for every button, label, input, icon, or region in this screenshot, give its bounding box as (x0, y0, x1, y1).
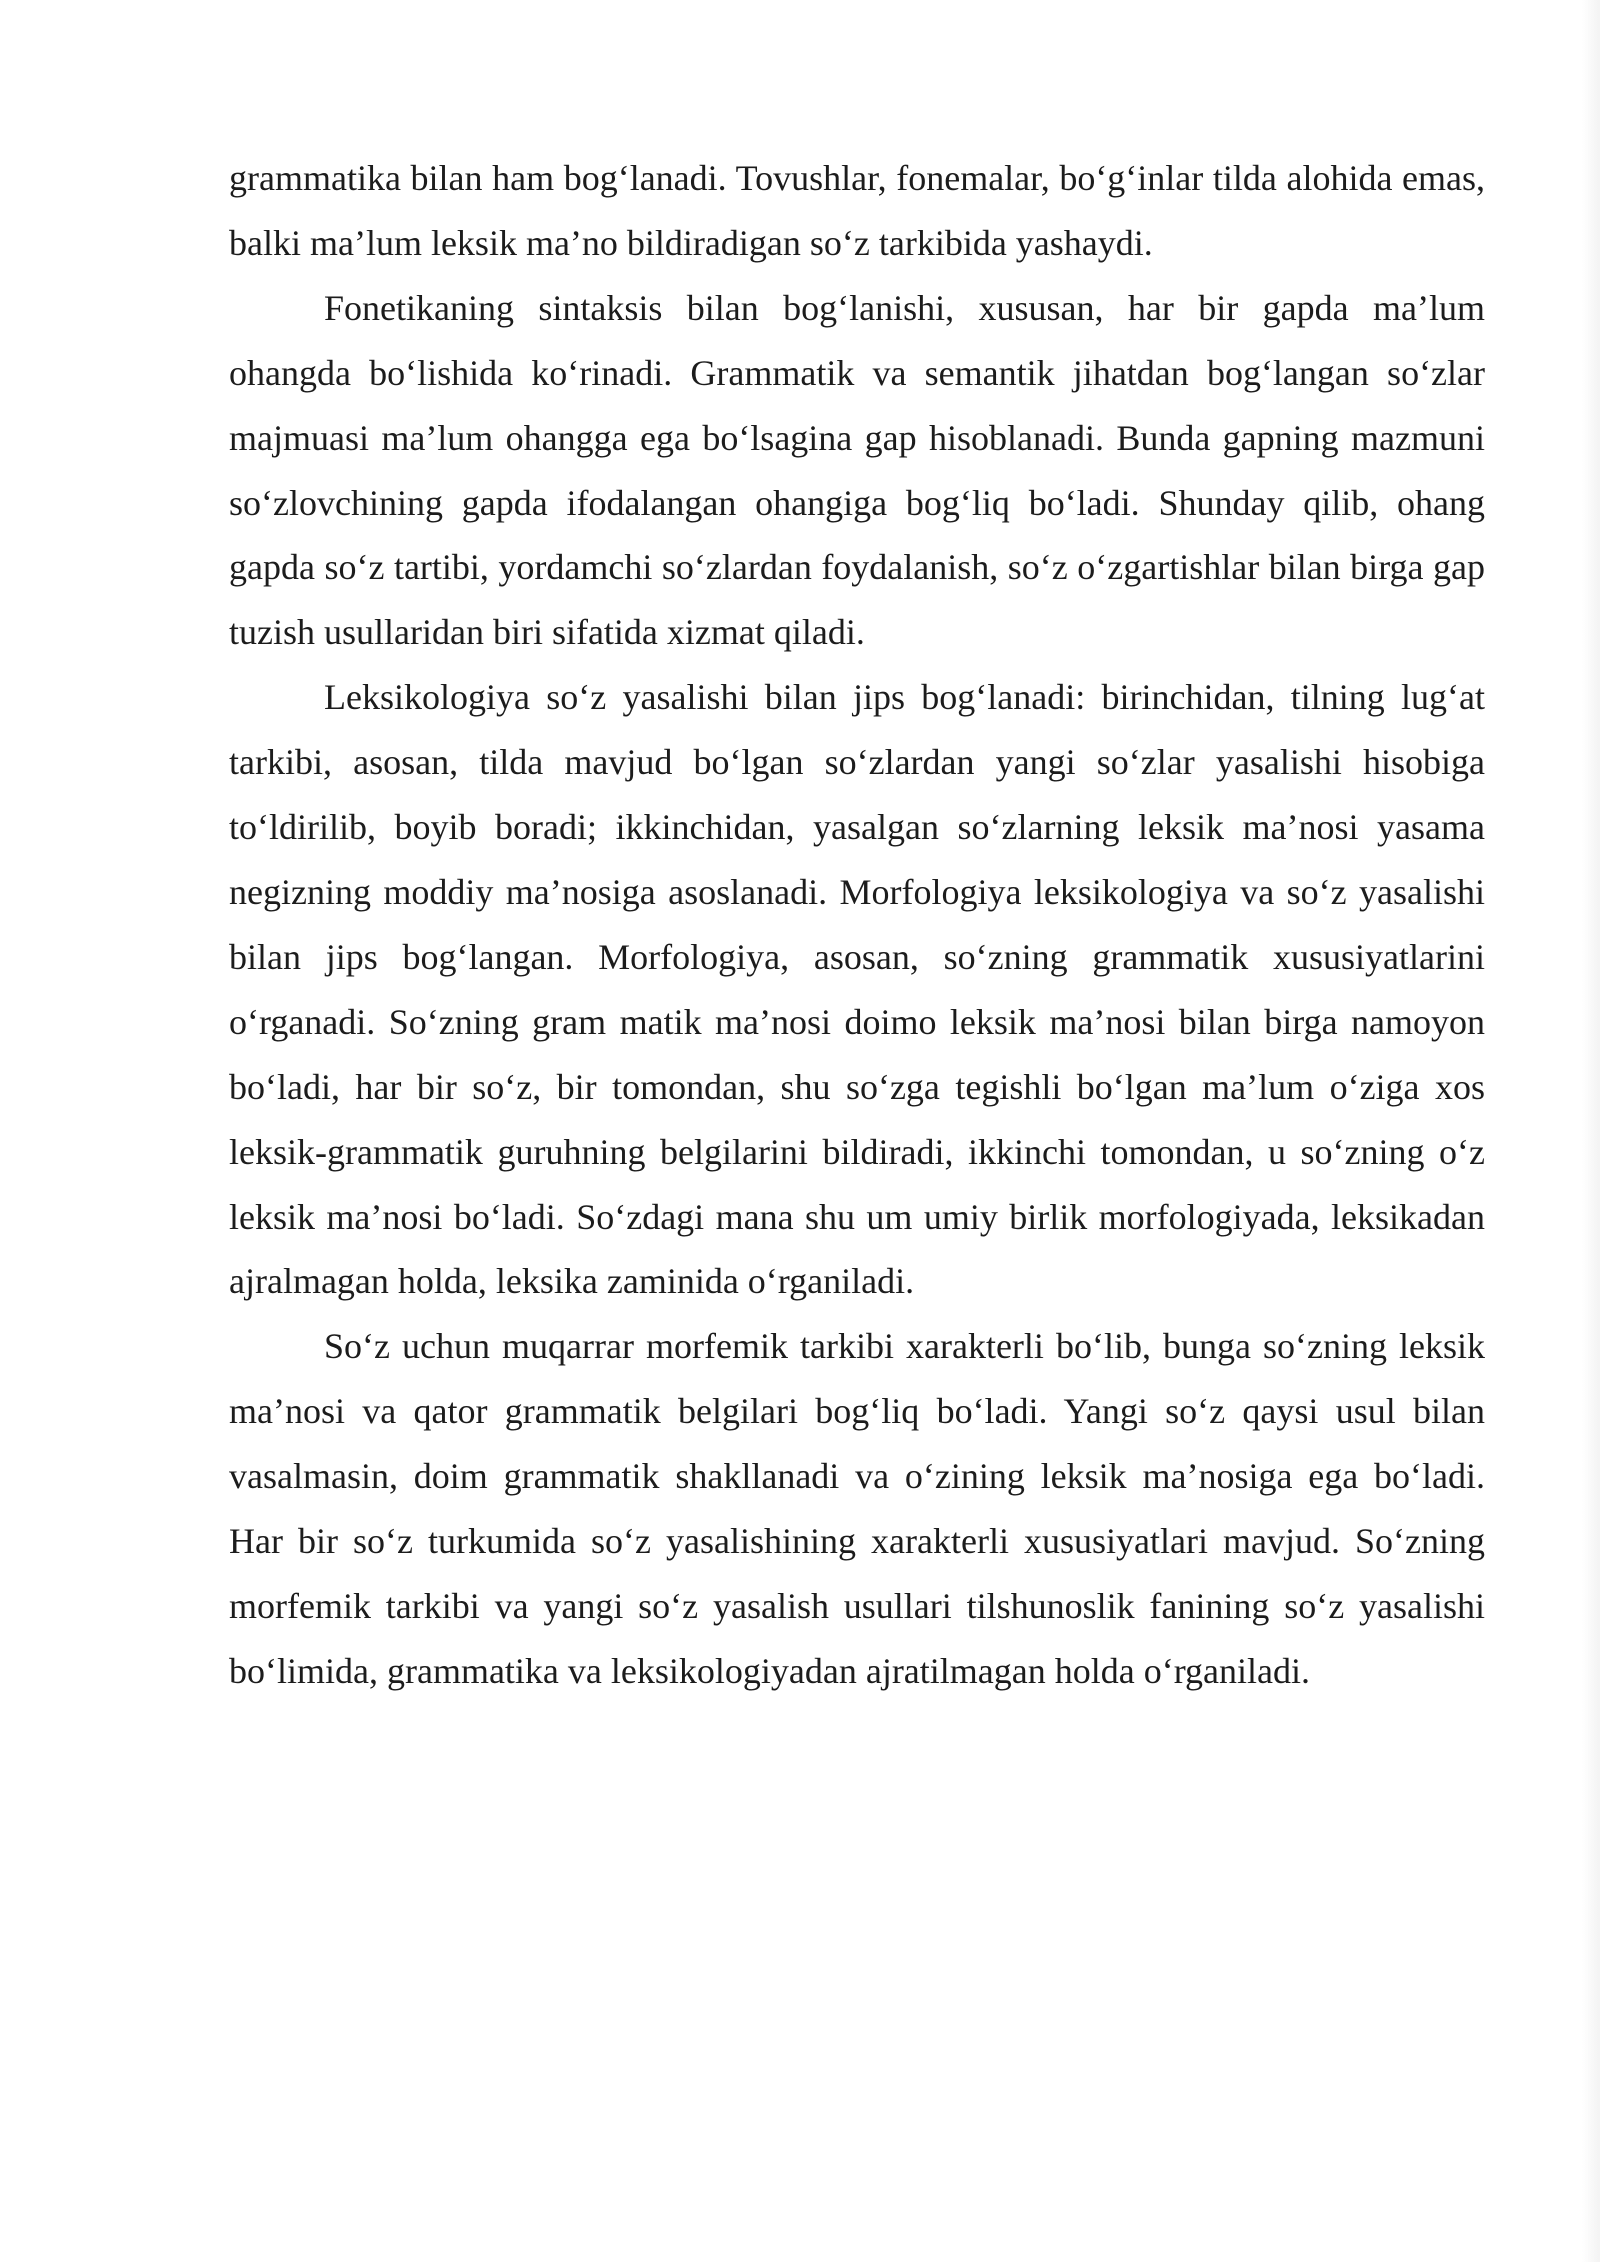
body-text (229, 146, 1485, 1704)
paragraph-continuation: grammatika bilan ham bog‘lanadi. Tovushlar, fonemalar, bo‘g‘inlar tilda alohida emas, balki ma’lum leksik ma’no bildiradigan so‘z tarkibida yashaydi. (229, 158, 1485, 263)
paragraph-lexicology-morphology: Leksikologiya so‘z yasalishi bilan jips bog‘lanadi: birinchidan, tilning lug‘at tarkibi, asosan, tilda mavjud bo‘lgan so‘zlardan yangi so‘zlar yasalishi hisobiga to‘ldirilib, boyib boradi; ikkinchidan, yasalgan so‘zlarning leksik ma’nosi yasama negizning moddiy ma’nosiga asoslanadi. Morfologiya leksikologiya va so‘z yasalishi bilan jips bog‘langan. Morfologiya, asosan, so‘zning grammatik xususiyatlarini o‘rganadi. So‘zning gram matik ma’nosi doimo leksik ma’nosi bilan birga namoyon bo‘ladi, har bir so‘z, bir tomondan, shu so‘zga tegishli bo‘lgan ma’lum o‘ziga xos leksik-grammatik guruhning belgilarini bildiradi, ikkinchi tomondan, u so‘zning o‘z leksik ma’nosi bo‘ladi. So‘zdagi mana shu um umiy birlik morfologiyada, leksikadan ajralmagan holda, leksika zaminida o‘rganiladi. (229, 677, 1485, 1302)
paragraph-morphemic-structure: So‘z uchun muqarrar morfemik tarkibi xarakterli bo‘lib, bunga so‘zning leksik ma’nosi va qator grammatik belgilari bog‘liq bo‘ladi. Yangi so‘z qaysi usul bilan vasalmasin, doim grammatik shakllanadi va o‘zining leksik ma’nosiga ega bo‘ladi. Har bir so‘z turkumida so‘z yasalishining xarakterli xususiyatlari mavjud. So‘zning morfemik tarkibi va yangi so‘z yasalish usullari tilshunoslik fanining so‘z yasalishi bo‘limida, grammatika va leksikologiyadan ajratilmagan holda o‘rganiladi. (229, 1326, 1485, 1691)
page-edge-shadow (1582, 0, 1600, 2262)
paragraph-phonetics-syntax: Fonetikaning sintaksis bilan bog‘lanishi, xususan, har bir gapda ma’lum ohangda bo‘lishida ko‘rinadi. Grammatik va semantik jihatdan bog‘langan so‘zlar majmuasi ma’lum ohangga ega bo‘lsagina gap hisoblanadi. Bunda gapning mazmuni so‘zlovchining gapda ifodalangan ohangiga bog‘liq bo‘ladi. Shunday qilib, ohang gapda so‘z tartibi, yordamchi so‘zlardan foydalanish, so‘z o‘zgartishlar bilan birga gap tuzish usullaridan biri sifatida xizmat qiladi. (229, 287, 1485, 653)
